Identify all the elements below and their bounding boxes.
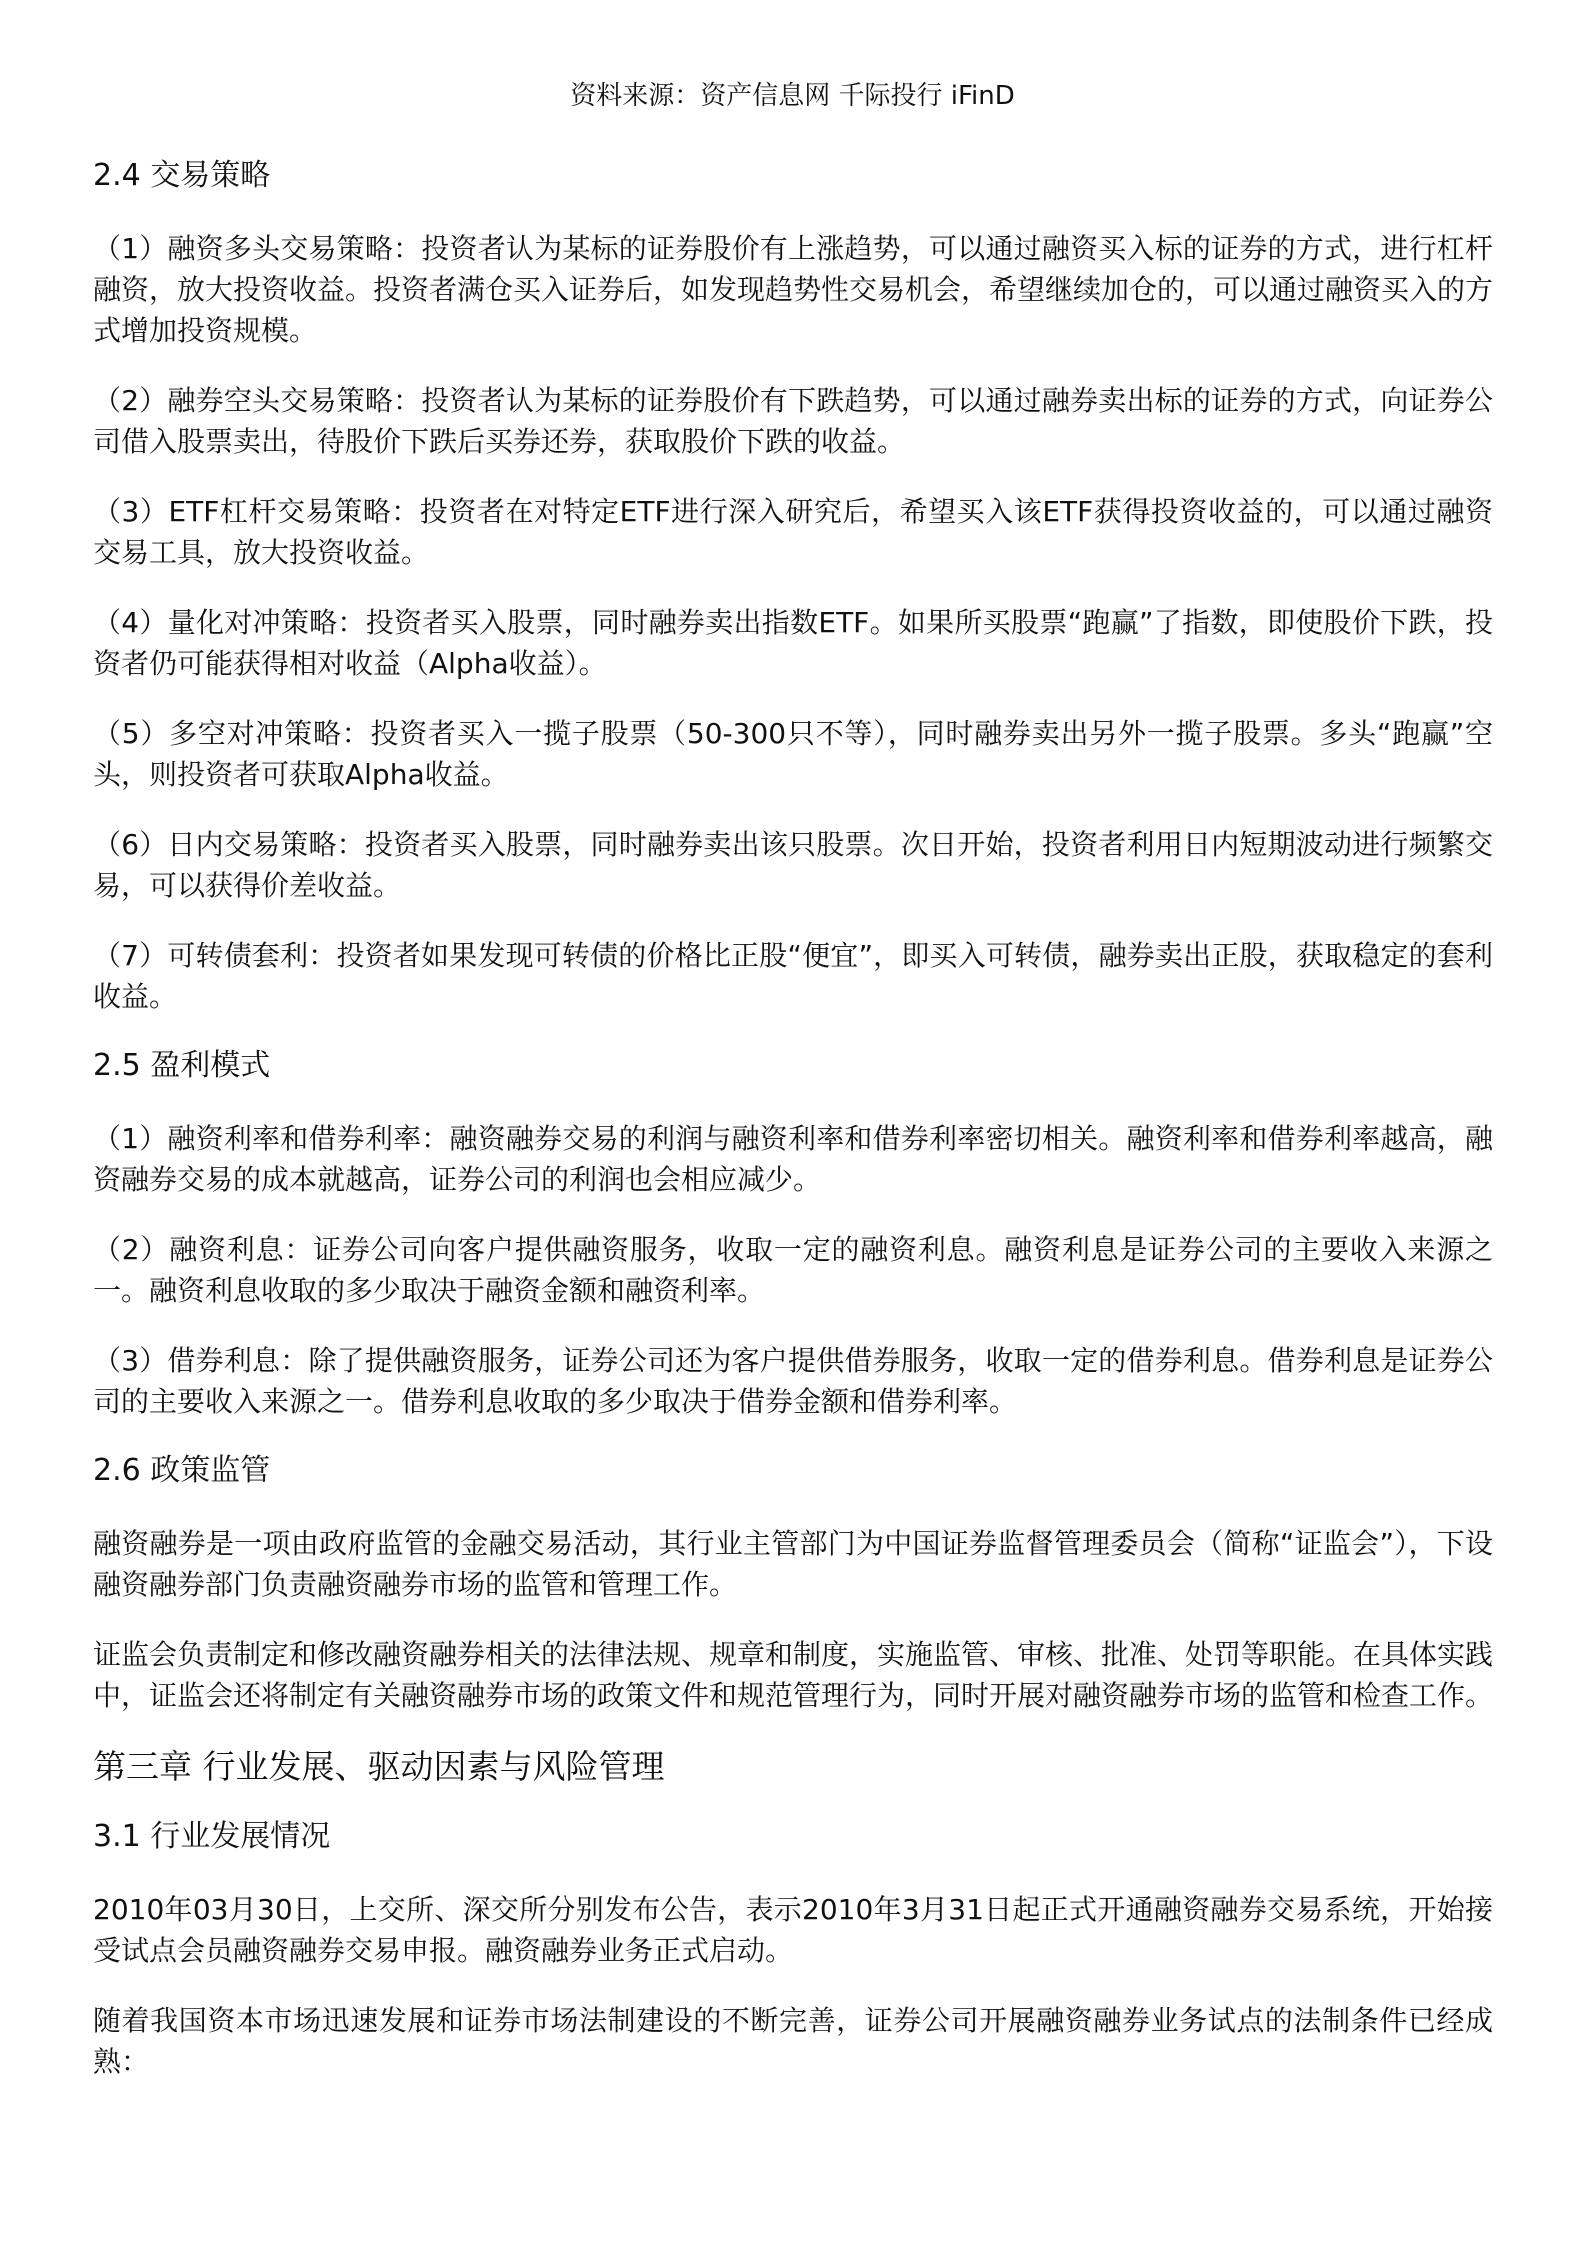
- section-heading-2-4: 2.4 交易策略: [93, 158, 271, 193]
- paragraph: 随着我国资本市场迅速发展和证券市场法制建设的不断完善，证券公司开展融资融券业务试点的法制条件已经成熟：: [93, 2004, 1493, 2078]
- paragraph: （1）融资利率和借券利率：融资融券交易的利润与融资利率和借券利率密切相关。融资利率和借券利率越高，融资融券交易的成本就越高，证券公司的利润也会相应减少。: [93, 1122, 1493, 1196]
- paragraph: 证监会负责制定和修改融资融券相关的法律法规、规章和制度，实施监管、审核、批准、处罚等职能。在具体实践中，证监会还将制定有关融资融券市场的政策文件和规范管理行为，同时开展对融资融券市场的监管和检查工作。: [93, 1638, 1494, 1712]
- section-heading-3-1: 3.1 行业发展情况: [93, 1819, 331, 1854]
- paragraph: （1）融资多头交易策略：投资者认为某标的证券股价有上涨趋势，可以通过融资买入标的证券的方式，进行杠杆融资，放大投资收益。投资者满仓买入证券后，如发现趋势性交易机会，希望继续加仓的，可以通过融资买入的方式增加投资规模。: [93, 232, 1494, 347]
- paragraph: （5）多空对冲策略：投资者买入一揽子股票（50-300只不等），同时融券卖出另外一揽子股票。多头“跑赢”空头，则投资者可获取Alpha收益。: [93, 717, 1493, 791]
- paragraph: （3）ETF杠杆交易策略：投资者在对特定ETF进行深入研究后，希望买入该ETF获得投资收益的，可以通过融资交易工具，放大投资收益。: [93, 495, 1493, 569]
- paragraph: （6）日内交易策略：投资者买入股票，同时融券卖出该只股票。次日开始，投资者利用日内短期波动进行频繁交易，可以获得价差收益。: [93, 828, 1493, 902]
- paragraph: （4）量化对冲策略：投资者买入股票，同时融券卖出指数ETF。如果所买股票“跑赢”了指数，即使股价下跌，投资者仍可能获得相对收益（Alpha收益）。: [93, 606, 1493, 680]
- paragraph: 2010年03月30日，上交所、深交所分别发布公告，表示2010年3月31日起正式开通融资融券交易系统，开始接受试点会员融资融券交易申报。融资融券业务正式启动。: [93, 1893, 1493, 1967]
- section-heading-2-5: 2.5 盈利模式: [93, 1048, 271, 1083]
- section-heading-2-6: 2.6 政策监管: [93, 1453, 271, 1488]
- paragraph: （2）融券空头交易策略：投资者认为某标的证券股价有下跌趋势，可以通过融券卖出标的证券的方式，向证券公司借入股票卖出，待股价下跌后买券还券，获取股价下跌的收益。: [93, 384, 1493, 458]
- paragraph: 融资融券是一项由政府监管的金融交易活动，其行业主管部门为中国证券监督管理委员会（简称“证监会”），下设融资融券部门负责融资融券市场的监管和管理工作。: [93, 1527, 1493, 1601]
- document-body: [93, 156, 1493, 2111]
- chapter-heading-3: 第三章 行业发展、驱动因素与风险管理: [93, 1747, 665, 1786]
- paragraph: （2）融资利息：证券公司向客户提供融资服务，收取一定的融资利息。融资利息是证券公司的主要收入来源之一。融资利息收取的多少取决于融资金额和融资利率。: [93, 1233, 1493, 1307]
- source-caption: 资料来源：资产信息网 千际投行 iFinD: [570, 81, 1015, 111]
- paragraph: （3）借券利息：除了提供融资服务，证券公司还为客户提供借券服务，收取一定的借券利息。借券利息是证券公司的主要收入来源之一。借券利息收取的多少取决于借券金额和借券利率。: [93, 1344, 1493, 1418]
- paragraph: （7）可转债套利：投资者如果发现可转债的价格比正股“便宜”，即买入可转债，融券卖出正股，获取稳定的套利收益。: [93, 939, 1493, 1013]
